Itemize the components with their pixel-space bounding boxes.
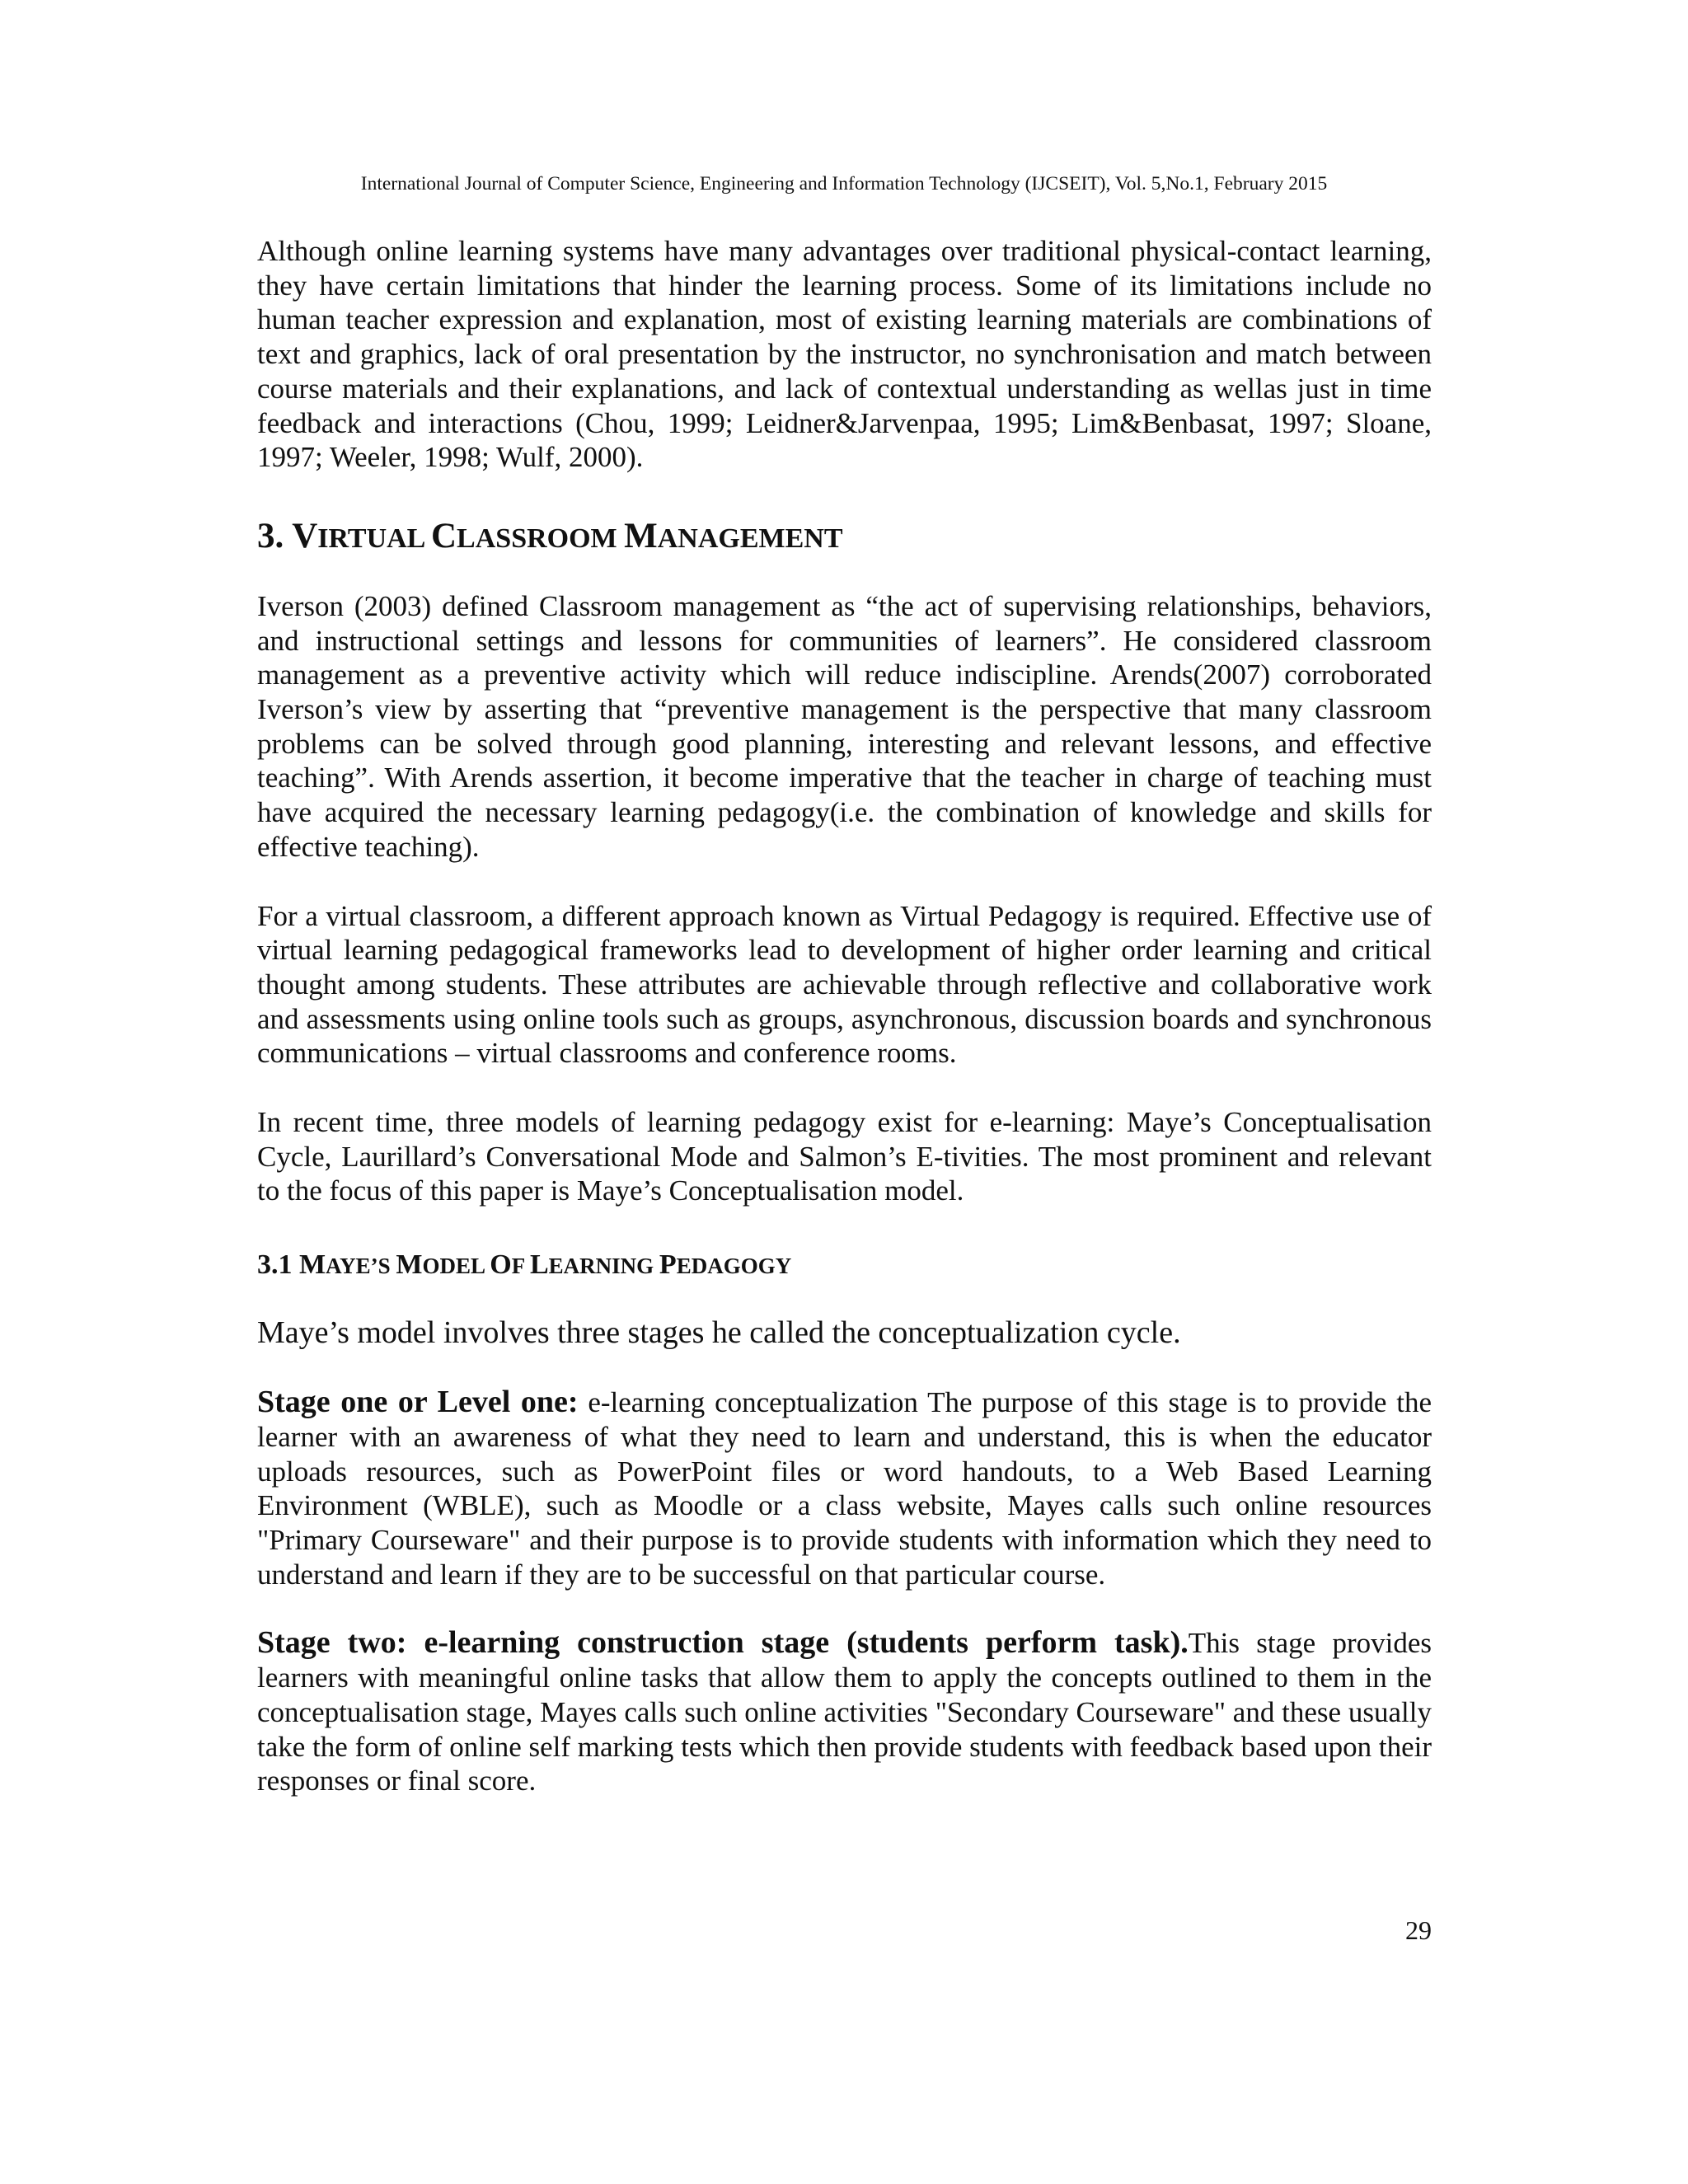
section-title-initial: M	[624, 516, 658, 555]
subsection-title-smallcaps: EARNING	[548, 1254, 659, 1279]
stage-one-lead: Stage one or Level one:	[257, 1385, 579, 1420]
stage-two-lead: Stage two: e-learning construction stage (students perform task).	[257, 1625, 1189, 1661]
section-title-smallcaps: ANAGEMENT	[657, 523, 843, 554]
section-number: 3.	[257, 516, 293, 555]
stage-one-paragraph	[257, 1385, 1432, 1591]
page-body	[257, 234, 1432, 1798]
stage-two-body: This stage provides learners with meaningful online tasks that allow them to apply the concepts outlined to them in the conceptualisation stage, Mayes calls such online activities "Secondary Courseware" and these usually take the form of online self marking tests which then provide students with feedback based upon their responses or final score.	[257, 1627, 1432, 1797]
paragraph-gap	[257, 865, 1432, 899]
subsection-title-initial: M	[396, 1249, 423, 1281]
subsection-number: 3.1	[257, 1249, 299, 1281]
three-models-paragraph: In recent time, three models of learning pedagogy exist for e-learning: Maye’s Conceptualisation Cycle, Laurillard’s Conversational Mode and Salmon’s E-tivities. The most prominent and relevant to the focus of this paper is Maye’s Conceptualisation model.	[257, 1106, 1432, 1207]
section-title-smallcaps: IRTUAL	[317, 523, 431, 554]
paragraph-gap	[257, 1071, 1432, 1105]
subsection-title-smallcaps: F	[511, 1254, 530, 1279]
paragraph-gap	[257, 1351, 1432, 1385]
virtual-pedagogy-paragraph: For a virtual classroom, a different approach known as Virtual Pedagogy is required. Effective use of virtual learning pedagogical frameworks lead to development of higher order learning and critical thought among students. These attributes are achievable through reflective and collaborative work and assessments using online tools such as groups, asynchronous, discussion boards and synchronous communications – virtual classrooms and conference rooms.	[257, 899, 1432, 1070]
subsection-title-initial: P	[659, 1249, 677, 1281]
subsection-heading	[257, 1248, 1432, 1283]
page-number: 29	[1405, 1915, 1432, 1945]
iverson-paragraph: Iverson (2003) defined Classroom management as “the act of supervising relationships, behaviors, and instructional settings and lessons for communities of learners”. He considered classroom management as a preventive activity which will reduce indiscipline. Arends(2007) corroborated Iverson’s view by asserting that “preventive management is the perspective that many classroom problems can be solved through good planning, interesting and relevant lessons, and effective teaching”. With Arends assertion, it become imperative that the teacher in charge of teaching must have acquired the necessary learning pedagogy(i.e. the combination of knowledge and skills for effective teaching).	[257, 589, 1432, 863]
section-title-smallcaps: LASSROOM	[457, 523, 625, 554]
subsection-title-initial: M	[299, 1249, 326, 1281]
section-title-initial: V	[292, 516, 318, 555]
maye-intro-paragraph: Maye’s model involves three stages he called the conceptualization cycle.	[257, 1315, 1181, 1351]
subsection-title-smallcaps: AYE’S	[326, 1254, 396, 1279]
subsection-title-smallcaps: EDAGOGY	[676, 1254, 792, 1279]
section-heading	[257, 516, 1432, 560]
intro-paragraph: Although online learning systems have many advantages over traditional physical-contact learning, they have certain limitations that hinder the learning process. Some of its limitations include no human teacher expression and explanation, most of existing learning materials are combinations of text and graphics, lack of oral presentation by the instructor, no synchronisation and match between course materials and their explanations, and lack of contextual understanding as wellas just in time feedback and interactions (Chou, 1999; Leidner&Jarvenpaa, 1995; Lim&Benbasat, 1997; Sloane, 1997; Weeler, 1998; Wulf, 2000).	[257, 235, 1432, 474]
stage-one-body: e-learning conceptualization The purpose of this stage is to provide the learner with an awareness of what they need to learn and understand, this is when the educator uploads resources, such as PowerPoint files or word handouts, to a Web Based Learning Environment (WBLE), such as Moodle or a class website, Mayes calls such online resources "Primary Courseware" and their purpose is to provide students with information which they need to understand and learn if they are to be successful on that particular course.	[257, 1386, 1432, 1591]
stage-two-paragraph	[257, 1626, 1432, 1798]
subsection-title-smallcaps: ODEL	[422, 1254, 490, 1279]
section-title-initial: C	[430, 516, 457, 555]
subsection-title-initial: O	[490, 1249, 512, 1281]
subsection-title-initial: L	[529, 1249, 549, 1281]
running-header: International Journal of Computer Science, Engineering and Information Technology (IJCSEIT), Vol. 5,No.1, February 2015	[360, 173, 1328, 194]
paragraph-gap	[257, 1591, 1432, 1626]
